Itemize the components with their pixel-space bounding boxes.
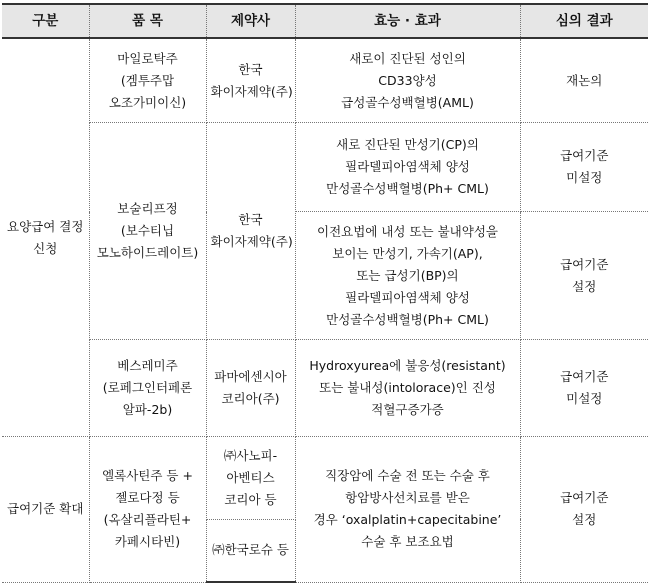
efficacy-text: 경우 ‘oxalplatin+capecitabine’ — [313, 512, 502, 528]
efficacy-cell — [295, 38, 520, 123]
result-text: 급여기준 — [560, 148, 609, 164]
company-cell — [206, 38, 295, 123]
efficacy-text: Hydroxyurea에 불응성(resistant) — [309, 358, 506, 374]
table-row — [2, 123, 648, 212]
product-name: 베스레미주 — [117, 358, 178, 374]
result-text: 설정 — [572, 512, 597, 528]
company-name: 코리아 등 — [224, 492, 277, 507]
product-ingredient: (겜투주맙 — [120, 72, 175, 88]
efficacy-text: 적혈구증가증 — [371, 402, 444, 418]
result-text: 급여기준 — [560, 256, 609, 272]
product-ingredient: (옥살리플라틴+ — [103, 512, 192, 528]
result-cell — [520, 38, 648, 123]
efficacy-text: 보이는 만성기, 가속기(AP), — [332, 245, 483, 261]
product-ingredient: 오조가미이신) — [108, 94, 187, 110]
table-row — [2, 340, 648, 437]
product-ingredient: 알파-2b) — [122, 402, 173, 418]
company-cell — [206, 437, 295, 520]
result-cell — [520, 340, 648, 437]
company-name: 파마에센시아 — [214, 369, 287, 385]
efficacy-text: 이전요법에 내성 또는 불내약성을 — [317, 223, 498, 239]
company-name: 아벤티스 — [226, 470, 275, 485]
header-result: 심의 결과 — [520, 4, 648, 38]
category-label: 급여기준 확대 — [7, 501, 84, 517]
efficacy-text: 만성골수성백혈병(Ph+ CML) — [326, 311, 489, 327]
product-ingredient: (보수티닙 — [120, 223, 175, 239]
header-category: 구분 — [2, 4, 89, 38]
category-cell — [2, 437, 89, 582]
header-efficacy: 효능 · 효과 — [295, 4, 520, 38]
product-name: 보술리프정 — [117, 201, 178, 217]
efficacy-text: 새로이 진단된 성인의 — [349, 50, 466, 66]
company-cell — [206, 340, 295, 437]
table-row — [2, 38, 648, 123]
product-cell — [89, 340, 206, 437]
efficacy-text: 필라델피아염색체 양성 — [345, 289, 470, 305]
result-text: 미설정 — [566, 391, 603, 407]
efficacy-cell — [295, 340, 520, 437]
result-text: 급여기준 — [560, 369, 609, 385]
efficacy-cell — [295, 123, 520, 212]
table-row — [2, 437, 648, 520]
header-product: 품 목 — [89, 4, 206, 38]
category-label: 요양급여 결정신청 — [7, 218, 84, 256]
company-name: 한국 — [238, 61, 263, 77]
product-cell — [89, 38, 206, 123]
header-row — [2, 4, 648, 38]
company-name: 화이자제약(주) — [210, 234, 293, 250]
product-cell — [89, 123, 206, 340]
efficacy-text: 수술 후 보조요법 — [361, 534, 454, 550]
product-name: 엘록사틴주 등 + — [102, 468, 193, 484]
result-cell — [520, 123, 648, 212]
result-text: 재논의 — [566, 72, 603, 88]
company-cell — [206, 519, 295, 582]
company-name: 화이자제약(주) — [210, 83, 293, 99]
efficacy-text: CD33양성 — [378, 72, 437, 88]
product-name: 마일로탁주 — [117, 50, 178, 66]
result-text: 급여기준 — [560, 490, 609, 506]
product-ingredient: (로페그인터페론 — [102, 380, 193, 396]
category-cell — [2, 38, 89, 437]
efficacy-text: 또는 불내성(intolorace)인 진성 — [319, 380, 496, 396]
product-ingredient: 카페시타빈) — [114, 534, 181, 550]
efficacy-text: 급성골수성백혈병(AML) — [341, 94, 474, 110]
efficacy-text: 직장암에 수술 전 또는 수술 후 — [325, 468, 490, 484]
efficacy-cell — [295, 437, 520, 582]
company-name: ㈜한국로슈 등 — [212, 542, 289, 558]
result-cell — [520, 437, 648, 582]
company-name: ㈜사노피- — [223, 448, 278, 463]
efficacy-text: 새로 진단된 만성기(CP)의 — [336, 137, 479, 153]
efficacy-cell — [295, 212, 520, 340]
efficacy-text: 또는 급성기(BP)의 — [356, 267, 459, 283]
company-name: 코리아(주) — [221, 391, 280, 407]
product-cell — [89, 437, 206, 582]
efficacy-text: 필라델피아염색체 양성 — [345, 159, 470, 175]
result-text: 미설정 — [566, 170, 603, 186]
product-ingredient: 모노하이드레이트) — [96, 245, 199, 261]
efficacy-text: 만성골수성백혈병(Ph+ CML) — [326, 181, 489, 197]
efficacy-text: 항암방사선치료를 받은 — [345, 490, 470, 506]
company-cell — [206, 123, 295, 340]
header-company: 제약사 — [206, 4, 295, 38]
product-name: 젤로다정 등 — [115, 490, 180, 506]
drug-review-table — [2, 3, 648, 583]
result-cell — [520, 212, 648, 340]
company-name: 한국 — [238, 212, 263, 228]
result-text: 설정 — [572, 278, 597, 294]
